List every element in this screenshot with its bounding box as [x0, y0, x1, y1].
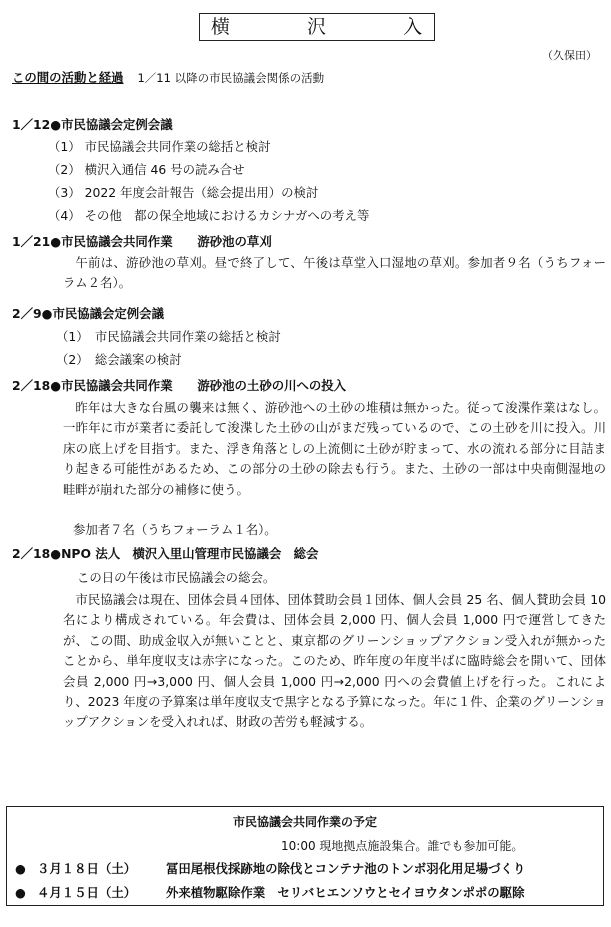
schedule-box	[6, 806, 604, 906]
section-heading	[12, 68, 324, 86]
schedule-text: 冨田尾根伐採跡地の除伐とコンテナ池のトンボ羽化用足場づくり	[166, 861, 526, 876]
list-item: （2） 横沢入通信 46 号の読み合せ	[48, 162, 245, 177]
list-item: （1） 市民協議会共同作業の総括と検討	[56, 329, 281, 344]
entry-heading: 2／18●NPO 法人 横沢入里山管理市民協議会 総会	[12, 546, 319, 561]
entry-paragraph: 市民協議会は現在、団体会員４団体、団体賛助会員１団体、個人会員 25 名、個人賛助会員 10 名により構成されている。年会費は、団体会員 2,000 円、個人会員 1,000 円で運営してきたが、この間、助成金収入が無いことと、東京都のグリーンショップアクション受入れが無かったことから、単年度収支は赤字になった。このため、昨年度の年度半ばに臨時総会を開いて、団体会員 2,000 円→3,000 円、個人会員 1,000 円→2,000 円への会費値上げを行った。これにより、2023 年度の予算案は単年度収支で黒字となる予算になった。年に１件、企業のグリーンショップアクションを受入れれば、財政の苦労も軽減する。	[63, 592, 606, 730]
entry-intro: この日の午後は市民協議会の総会。	[77, 570, 276, 585]
bullet-icon: ●	[15, 861, 26, 876]
entry-heading: 1／21●市民協議会共同作業 游砂池の草刈	[12, 234, 272, 249]
schedule-title: 市民協議会共同作業の予定	[232, 815, 377, 829]
entry-paragraph: 午前は、游砂池の草刈。昼で終了して、午後は草堂入口湿地の草刈。参加者９名（うちフォーラム２名）。	[63, 255, 606, 291]
page-title	[199, 13, 435, 41]
section-subtitle: 1／11 以降の市民協議会関係の活動	[137, 71, 325, 85]
schedule-date: ３月１８日（土）	[37, 861, 137, 876]
title-char-3: 入	[403, 16, 424, 38]
entry-heading: 1／12●市民協議会定例会議	[12, 117, 173, 132]
schedule-subtitle: 10:00 現地拠点施設集合。誰でも参加可能。	[281, 839, 524, 853]
entry-heading: 2／9●市民協議会定例会議	[12, 306, 164, 321]
title-char-2: 沢	[306, 16, 327, 38]
schedule-text: 外来植物駆除作業 セリバヒエンソウとセイヨウタンポポの駆除	[166, 885, 525, 900]
list-item: （1） 市民協議会共同作業の総括と検討	[48, 139, 271, 154]
list-item: （3） 2022 年度会計報告（総会提出用）の検討	[48, 185, 319, 200]
list-item: （2） 総会議案の検討	[56, 352, 182, 367]
schedule-item	[15, 883, 524, 901]
entry-paragraph: 昨年は大きな台風の襲来は無く、游砂池への土砂の堆積は無かった。従って浚渫作業はなし。一昨年に市が業者に委託して浚渫した土砂の山がまだ残っているので、この土砂を川に投入。川床の底上げを目指す。また、浮き角落としの上流側に土砂が貯まって、水の流れる部分に目詰まり起きる可能性があるため、この部分の土砂の除去も行う。また、土砂の一部は中央南側湿地の畦畔が崩れた部分の補修に使う。	[63, 400, 606, 497]
entry-heading: 2／18●市民協議会共同作業 游砂池の土砂の川への投入	[12, 378, 347, 393]
title-char-1: 横	[210, 16, 231, 38]
schedule-item	[15, 859, 525, 877]
participants-note: 参加者７名（うちフォーラム１名）。	[73, 522, 277, 537]
section-title: この間の活動と経過	[12, 70, 124, 85]
schedule-date: ４月１５日（土）	[37, 885, 137, 900]
bullet-icon: ●	[15, 885, 26, 900]
list-item: （4） その他 都の保全地域におけるカシナガへの考え等	[48, 208, 370, 223]
author: （久保田）	[542, 49, 597, 62]
